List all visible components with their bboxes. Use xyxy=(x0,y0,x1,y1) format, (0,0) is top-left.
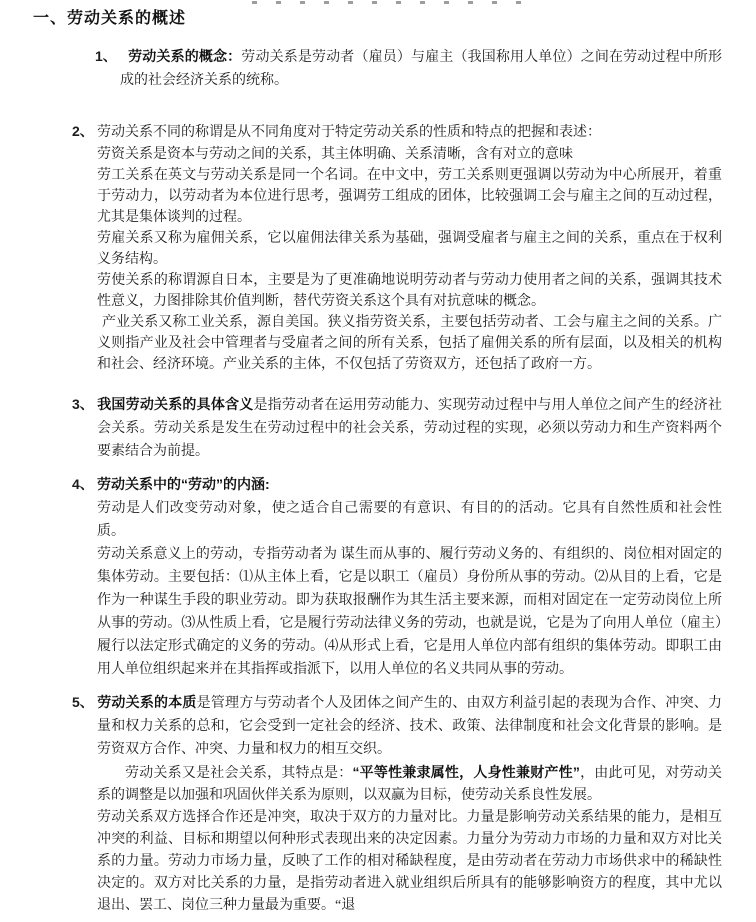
list-item-2 xyxy=(72,120,722,375)
item-3-number: 3、 xyxy=(72,396,94,412)
item-1-bold-label: 劳动关系的概念： xyxy=(128,48,242,64)
list-item-1 xyxy=(95,45,722,92)
closing-paragraphs xyxy=(97,761,722,917)
item-1-number: 1、 xyxy=(95,48,117,64)
labor-definition-paragraph: 劳动是人们改变劳动对象，使之适合自己需要的有意识、有目的的活动。它具有自然性质和社会性质。 xyxy=(97,501,722,539)
item-2-lead-line xyxy=(72,120,722,144)
item-4-number: 4、 xyxy=(72,476,94,492)
item-4-paragraphs xyxy=(97,497,722,681)
laogu-relation-paragraph: 劳雇关系又称为雇佣关系，它以雇佣法律关系为基础，强调受雇者与雇主之间的关系，重点在于权利义务结构。 xyxy=(97,231,722,267)
item-5-text: 是管理方与劳动者个人及团体之间产生的、由双方利益引起的表现为合作、冲突、力量和权力关系的总和，它会受到一定社会的经济、技术、政策、法律制度和社会文化背景的影响。是劳资双方合作、冲突、力量和权力的相互交织。 xyxy=(97,696,723,757)
section-heading: 一、劳动关系的概述 xyxy=(33,10,187,27)
social-relation-quote: “平等性兼隶属性，人身性兼财产性” xyxy=(352,764,580,780)
labor-meaning-paragraph: 劳动关系意义上的劳动，专指劳动者为 谋生而从事的、履行劳动义务的、有组织的、岗位相对固定的集体劳动。主要包括：⑴从主体上看，它是以职工（雇员）身份所从事的劳动。⑵从目的上看，它是作为一种谋生手段的职业劳动。即为获取报酬作为其生活主要来源，而相对固定在一定劳动岗位上所从事的劳动。⑶从性质上看，它是履行劳动法律义务的劳动，也就是说，它是为了向用人单位（雇主）履行以法定形式确定的义务的劳动。⑷从形式上看，它是用人单位内部有组织的集体劳动。即职工由用人单位组织起来并在其指挥或指派下，以用人单位的名义共同从事的劳动。 xyxy=(97,547,722,677)
power-comparison-paragraph: 劳动关系双方选择合作还是冲突，取决于双方的力量对比。力量是影响劳动关系结果的能力，是相互冲突的利益、目标和期望以何种形式表现出来的决定因素。力量分为劳动力市场的力量和双方对比关系的力量。劳动力市场力量，反映了工作的相对稀缺程度，是由劳动者在劳动力市场供求中的稀缺性决定的。双方对比关系的力量，是指劳动者进入就业组织后所具有的能够影响资方的程度，其中尤以退出、罢工、岗位三种力量最为重要。“退 xyxy=(97,810,722,913)
clipped-text-remnant xyxy=(252,1,530,4)
item-3-bold-label: 我国劳动关系的具体含义 xyxy=(97,396,254,412)
item-2-sub-paragraphs xyxy=(97,144,722,375)
item-2-lead-text: 劳动关系不同的称谓是从不同角度对于特定劳动关系的性质和特点的把握和表述： xyxy=(97,125,601,140)
social-relation-pre-text: 劳动关系又是社会关系，其特点是： xyxy=(125,766,353,781)
laozi-relation-paragraph: 劳资关系是资本与劳动之间的关系，其主体明确、关系清晰，含有对立的意味 xyxy=(97,147,573,162)
list-item-4 xyxy=(72,473,722,681)
item-2-number: 2、 xyxy=(72,123,94,139)
list-item-3 xyxy=(72,393,722,463)
item-3-text: 是指劳动者在运用劳动能力、实现劳动过程中与用人单位之间产生的经济社会关系。劳动关系是发生在劳动过程中的社会关系，劳动过程的实现，必须以劳动力和生产资料两个要素结合为前提。 xyxy=(97,398,723,459)
item-5-bold-label: 劳动关系的本质 xyxy=(97,694,197,710)
item-5-number: 5、 xyxy=(72,694,94,710)
social-relation-paragraph xyxy=(97,761,722,807)
social-relation-post-text: ，由此可见，对劳动关系的调整是以加强和巩固伙伴关系为原则，以双赢为目标，使劳动关系良性发展。 xyxy=(97,766,723,803)
item-1-text: 劳动关系是劳动者（雇员）与雇主（我国称用人单位）之间在劳动过程中所形成的社会经济关系的统称。 xyxy=(120,50,723,88)
list-item-5 xyxy=(72,691,722,761)
laoshi-relation-paragraph: 劳使关系的称谓源自日本，主要是为了更准确地说明劳动者与劳动力使用者之间的关系，强调其技术性意义，力图排除其价值判断，替代劳资关系这个具有对抗意味的概念。 xyxy=(97,273,722,309)
laogong-relation-paragraph: 劳工关系在英文与劳动关系是同一个名词。在中文中，劳工关系则更强调以劳动为中心所展开，着重于劳动力，以劳动者为本位进行思考，强调劳工组成的团体，比较强调工会与雇主之间的互动过程，尤其是集体谈判的过程。 xyxy=(97,168,722,225)
item-4-bold-label: 劳动关系中的“劳动”的内涵: xyxy=(97,476,270,492)
item-4-header-line xyxy=(72,473,722,497)
industrial-relation-paragraph: 产业关系又称工业关系，源自美国。狭义指劳资关系，主要包括劳动者、工会与雇主之间的关系。广义则指产业及社会中管理者与受雇者之间的所有关系，包括了雇佣关系的所有层面，以及相关的机构和社会、经济环境。产业关系的主体，不仅包括了劳资双方，还包括了政府一方。 xyxy=(97,315,722,372)
